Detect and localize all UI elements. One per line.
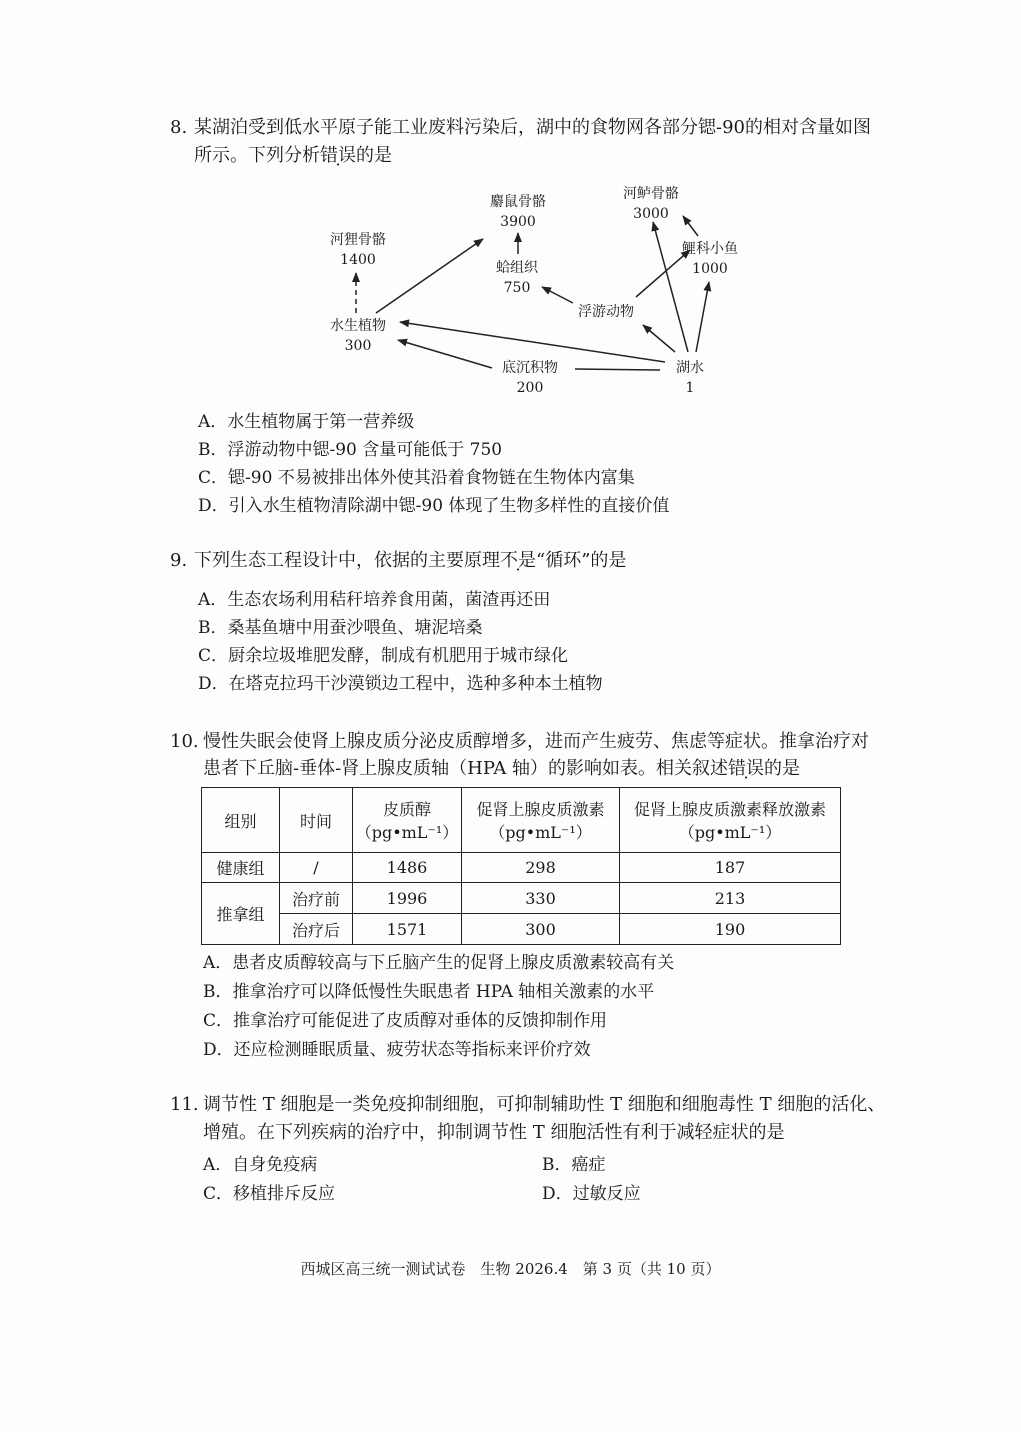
cell-after-acth: 300 [462,914,620,945]
q11-option-b: B．癌症 [542,1155,606,1175]
node-clam-name: 蛤组织 [496,260,538,276]
node-minnow-name: 鲤科小鱼 [682,241,738,257]
q11-option-c: C．移植排斥反应 [203,1184,336,1204]
node-muskrat-name: 麝鼠骨骼 [490,194,546,210]
th-time: 时间 [280,788,353,853]
th-acth [462,788,620,853]
table-row [202,853,841,883]
q9-stem-pre: 下列生态工程设计中，依据的主要原理 [194,550,500,571]
node-perch-name: 河鲈骨骼 [623,186,679,202]
cell-healthy-time: / [280,853,353,883]
q9-option-b: B．桑基鱼塘中用蚕沙喂鱼、塘泥培桑 [198,618,483,638]
cell-after: 治疗后 [280,914,353,945]
cell-after-crh: 190 [620,914,841,945]
q8-option-d: D．引入水生植物清除湖中锶-90 体现了生物多样性的直接价值 [198,496,670,516]
node-clam-value: 750 [503,280,531,296]
table-row [202,883,841,914]
node-muskrat [478,192,558,232]
q10-option-a: A．患者皮质醇较高与下丘脑产生的促肾上腺皮质激素较高有关 [203,953,675,973]
cell-healthy: 健康组 [202,853,280,883]
node-sediment [490,358,570,398]
cell-after-cortisol: 1571 [353,914,462,945]
q8-stem-post: 的是 [356,145,392,166]
hpa-table [201,787,841,945]
node-minnow [670,239,750,279]
cell-massage: 推拿组 [202,883,280,945]
q8-number: 8. [170,117,188,138]
table-row [202,914,841,945]
q10-stem-line2 [203,755,800,783]
cell-healthy-cortisol: 1486 [353,853,462,883]
node-sediment-value: 200 [516,380,544,396]
node-otter-name: 河狸骨骼 [330,232,386,248]
th-acth-unit: （pg•mL⁻¹） [489,823,592,842]
q10-number: 10. [170,731,199,752]
node-plant-value: 300 [344,338,372,354]
cell-before-acth: 330 [462,883,620,914]
cell-healthy-crh: 187 [620,853,841,883]
node-clam [477,258,557,298]
q11-option-a: A．自身免疫病 [203,1155,318,1175]
q10-stem-emph: 错误 [728,758,765,779]
q8-option-a: A．水生植物属于第一营养级 [198,412,415,432]
q11-number: 11. [170,1094,199,1115]
cell-before-crh: 213 [620,883,841,914]
q8-stem-line1: 某湖泊受到低水平原子能工业废料污染后，湖中的食物网各部分锶-90的相对含量如图 [194,117,871,138]
node-water-value: 1 [685,380,695,396]
q9-stem-emph: 不是 [500,550,536,571]
arrow-water-to-plankton [643,325,675,352]
node-sediment-name: 底沉积物 [502,360,558,376]
th-crh [620,788,841,853]
q8-stem-pre: 所示。下列分析 [194,145,320,166]
node-perch-value: 3000 [633,206,669,222]
node-muskrat-value: 3900 [500,214,536,230]
node-plant [318,316,398,356]
arrow-water-to-plant [400,322,665,362]
th-cortisol-name: 皮质醇 [382,800,431,819]
q10-option-c: C．推拿治疗可能促进了皮质醇对垂体的反馈抑制作用 [203,1011,608,1031]
q10-stem-line1: 慢性失眠会使肾上腺皮质分泌皮质醇增多，进而产生疲劳、焦虑等症状。推拿治疗对 [203,731,869,752]
th-cortisol [353,788,462,853]
cell-before: 治疗前 [280,883,353,914]
q8-option-b: B．浮游动物中锶-90 含量可能低于 750 [198,440,503,460]
cell-healthy-acth: 298 [462,853,620,883]
th-crh-unit: （pg•mL⁻¹） [678,823,782,842]
q9-stem [194,547,626,575]
node-perch [611,184,691,224]
q11-stem-line1: 调节性 T 细胞是一类免疫抑制细胞，可抑制辅助性 T 细胞和细胞毒性 T 细胞的活化、 [203,1094,886,1115]
th-crh-name: 促肾上腺皮质激素释放激素 [633,800,826,819]
q11-stem-line2: 增殖。在下列疾病的治疗中，抑制调节性 T 细胞活性有利于减轻症状的是 [203,1122,785,1143]
node-plankton [566,302,646,322]
node-plant-name: 水生植物 [330,318,386,334]
arrow-water-to-minnow [696,282,709,352]
cell-before-cortisol: 1996 [353,883,462,914]
th-cortisol-unit: （pg•mL⁻¹） [355,823,459,842]
q9-number: 9. [170,550,188,571]
q9-option-d: D．在塔克拉玛干沙漠锁边工程中，选种多种本土植物 [198,674,603,694]
q8-stem-emph: 错误 [320,145,356,166]
q11-option-d: D．过敏反应 [542,1184,641,1204]
node-otter [318,230,398,270]
node-minnow-value: 1000 [692,261,728,277]
page-footer: 西城区高三统一测试试卷 生物 2026.4 第 3 页（共 10 页） [300,1260,721,1278]
q9-option-a: A．生态农场利用秸秆培养食用菌，菌渣再还田 [198,590,551,610]
node-water [662,358,718,398]
node-water-name: 湖水 [676,360,704,376]
node-plankton-name: 浮游动物 [578,304,634,320]
q10-stem-post: 的是 [764,758,801,779]
q10-option-d: D．还应检测睡眠质量、疲劳状态等指标来评价疗效 [203,1040,591,1060]
q10-option-b: B．推拿治疗可以降低慢性失眠患者 HPA 轴相关激素的水平 [203,982,655,1002]
th-group: 组别 [202,788,280,853]
arrow-water-to-sediment [575,369,660,370]
q10-stem-pre: 患者下丘脑-垂体-肾上腺皮质轴（HPA 轴）的影响如表。相关叙述 [203,758,729,779]
arrow-sediment-to-plant [398,340,492,368]
table-header-row [202,788,841,853]
node-otter-value: 1400 [340,252,376,268]
q9-stem-post: “循环”的是 [536,550,627,571]
q8-option-c: C．锶-90 不易被排出体外使其沿着食物链在生物体内富集 [198,468,635,488]
q9-option-c: C．厨余垃圾堆肥发酵，制成有机肥用于城市绿化 [198,646,569,666]
th-acth-name: 促肾上腺皮质激素 [476,800,605,819]
